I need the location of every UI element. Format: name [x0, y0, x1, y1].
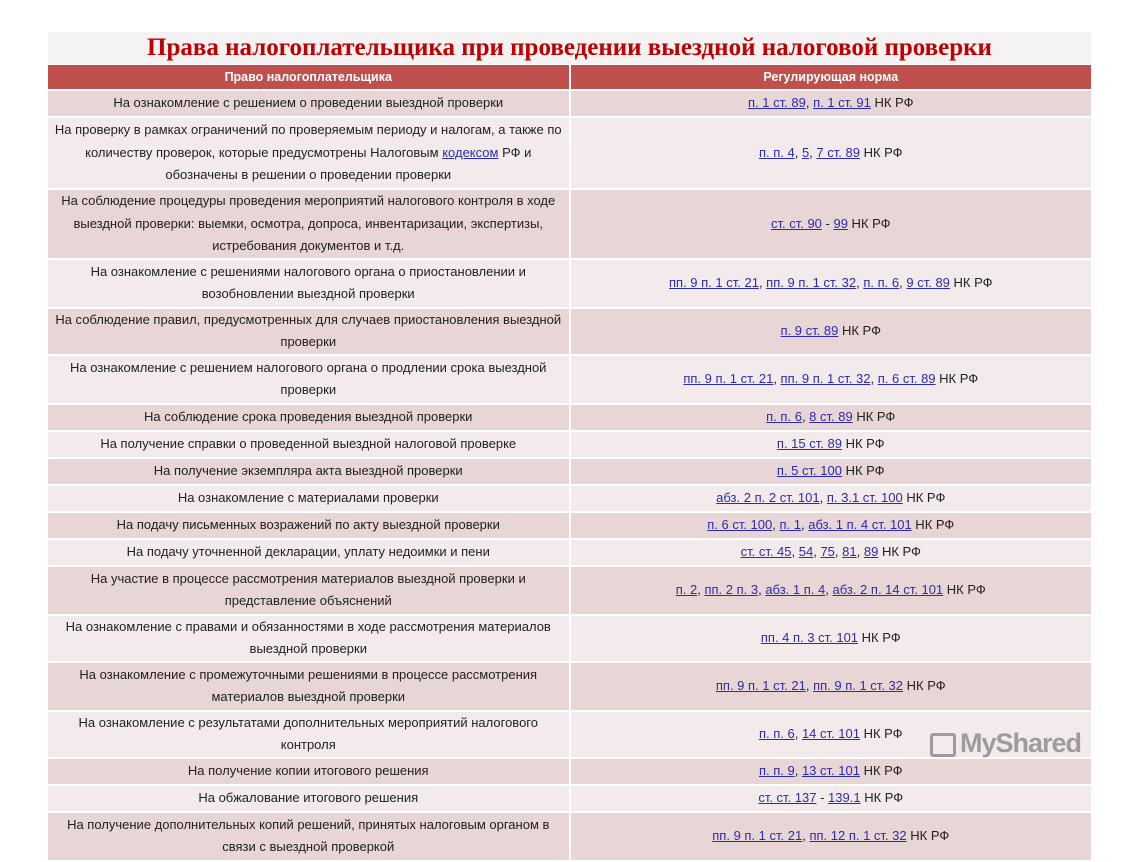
law-reference-link[interactable]: п. 6 ст. 100 [707, 516, 773, 532]
watermark-logo [930, 728, 1081, 759]
right-cell [48, 459, 569, 484]
table-row [48, 813, 1091, 860]
page-title: Права налогоплательщика при проведении выездной налоговой проверки [48, 32, 1091, 64]
right-cell [48, 513, 569, 538]
right-cell [48, 190, 569, 258]
law-reference-link[interactable]: п. п. 9 [758, 762, 795, 778]
right-text: На ознакомление с результатами дополнительных мероприятий налогового контроля [78, 714, 538, 752]
norm-cell [571, 118, 1092, 188]
norm-text: НК РФ [906, 827, 950, 843]
norm-text: , [773, 370, 781, 386]
law-reference-link[interactable]: 75 [820, 543, 835, 559]
law-reference-link[interactable]: 81 [842, 543, 857, 559]
law-reference-link[interactable]: 139.1 [828, 789, 861, 805]
right-text: На получение дополнительных копий решений, принятых налоговым органом в связи с выездной проверкой [67, 816, 550, 854]
norm-text: НК РФ [858, 629, 901, 645]
norm-text: , [758, 274, 767, 290]
law-reference-link[interactable]: пп. 9 п. 1 ст. 32 [780, 370, 871, 386]
code-link[interactable]: кодексом [442, 144, 499, 160]
norm-text: , [791, 543, 799, 559]
norm-text: НК РФ [847, 215, 891, 231]
table-row [48, 513, 1091, 538]
norm-text: НК РФ [859, 144, 903, 160]
table-row [48, 459, 1091, 484]
norm-text: НК РФ [838, 322, 881, 338]
right-text: На получение экземпляра акта выездной проверки [153, 462, 463, 478]
norm-cell [571, 309, 1092, 354]
right-cell [48, 118, 569, 188]
right-text: На участие в процессе рассмотрения материалов выездной проверки и представление объяснений [90, 570, 526, 608]
table-row [48, 616, 1091, 661]
right-cell [48, 486, 569, 511]
right-text: На получение копии итогового решения [187, 762, 429, 778]
law-reference-link[interactable]: п. 15 ст. 89 [776, 435, 842, 451]
table-row [48, 786, 1091, 811]
norm-text: , [856, 543, 864, 559]
norm-text: НК РФ [902, 489, 946, 505]
law-reference-link[interactable]: абз. 1 п. 4 ст. 101 [808, 516, 912, 532]
right-text: На ознакомление с промежуточными решениями в процессе рассмотрения материалов выездной проверки [79, 666, 538, 704]
right-text: На обжалование итогового решения [198, 789, 419, 805]
law-reference-link[interactable]: п. 1 ст. 91 [813, 95, 871, 111]
right-text: На соблюдение правил, предусмотренных для случаев приостановления выездной проверки [55, 311, 562, 349]
right-cell [48, 712, 569, 757]
law-reference-link[interactable]: п. 1 ст. 89 [748, 95, 806, 111]
law-reference-link[interactable]: 13 ст. 101 [801, 762, 860, 778]
norm-text: НК РФ [860, 789, 904, 805]
right-text: На подачу письменных возражений по акту выездной проверки [116, 516, 500, 532]
norm-text: , [794, 725, 802, 741]
right-cell [48, 356, 569, 403]
table-row [48, 663, 1091, 710]
law-reference-link[interactable]: п. п. 6 [863, 274, 900, 290]
norm-text: , [794, 144, 802, 160]
law-reference-link[interactable]: пп. 12 п. 1 ст. 32 [809, 827, 907, 843]
law-reference-link[interactable]: п. 6 ст. 89 [877, 370, 936, 386]
right-text-after: РФ и обозначены в решении о проведении проверки [165, 144, 532, 183]
law-reference-link[interactable]: п. 5 ст. 100 [776, 462, 842, 478]
right-cell [48, 540, 569, 565]
law-reference-link[interactable]: 54 [798, 543, 814, 559]
norm-cell [571, 260, 1092, 307]
norm-text: , [805, 677, 814, 693]
norm-text: - [821, 215, 834, 231]
right-cell [48, 663, 569, 710]
law-reference-link[interactable]: 99 [833, 215, 848, 231]
law-reference-link[interactable]: пп. 9 п. 1 ст. 21 [712, 827, 803, 843]
right-text: На получение справки о проведенной выездной налоговой проверке [100, 435, 517, 451]
norm-text: , [794, 762, 802, 778]
law-reference-link[interactable]: пп. 2 п. 3 [704, 581, 759, 597]
presentation-icon [930, 733, 956, 757]
law-reference-link[interactable]: 5 [801, 144, 810, 160]
norm-text: НК РФ [903, 677, 946, 693]
norm-cell [571, 616, 1092, 661]
table-header-row [48, 65, 1091, 89]
right-cell [48, 260, 569, 307]
norm-text: НК РФ [878, 543, 921, 559]
law-reference-link[interactable]: пп. 9 п. 1 ст. 32 [766, 274, 857, 290]
law-reference-link[interactable]: п. п. 6 [766, 408, 802, 424]
norm-text: , [819, 489, 827, 505]
table-row [48, 190, 1091, 258]
table-row [48, 432, 1091, 457]
norm-cell [571, 356, 1092, 403]
law-reference-link[interactable]: п. 2 [675, 581, 698, 597]
law-reference-link[interactable]: пп. 9 п. 1 ст. 32 [813, 677, 904, 693]
norm-text: НК РФ [841, 462, 885, 478]
norm-text: НК РФ [852, 408, 896, 424]
norm-cell [571, 813, 1092, 860]
law-reference-link[interactable]: п. п. 4 [758, 144, 795, 160]
norm-cell [571, 759, 1092, 784]
right-text: На подачу уточненной декларации, уплату недоимки и пени [126, 543, 490, 559]
table-row [48, 486, 1091, 511]
right-cell [48, 616, 569, 661]
law-reference-link[interactable]: 9 ст. 89 [906, 274, 950, 290]
table-row [48, 91, 1091, 116]
norm-text: , [813, 543, 821, 559]
norm-cell [571, 513, 1092, 538]
norm-text: , [802, 827, 810, 843]
law-reference-link[interactable]: ст. ст. 90 [770, 215, 822, 231]
norm-cell [571, 91, 1092, 116]
norm-text: НК РФ [949, 274, 993, 290]
norm-cell [571, 663, 1092, 710]
law-reference-link[interactable]: п. 1 [779, 516, 801, 532]
law-reference-link[interactable]: 7 ст. 89 [816, 144, 860, 160]
right-cell [48, 759, 569, 784]
norm-text: НК РФ [859, 762, 903, 778]
law-reference-link[interactable]: абз. 2 п. 2 ст. 101 [716, 489, 820, 505]
table-row [48, 260, 1091, 307]
law-reference-link[interactable]: пп. 9 п. 1 ст. 21 [668, 274, 759, 290]
norm-text: , [805, 95, 814, 111]
norm-cell [571, 405, 1092, 430]
norm-text: НК РФ [859, 725, 903, 741]
norm-text: НК РФ [841, 435, 885, 451]
norm-text: , [856, 274, 864, 290]
right-cell [48, 91, 569, 116]
law-reference-link[interactable]: ст. ст. 137 [758, 789, 817, 805]
law-reference-link[interactable]: ст. ст. 45 [740, 543, 792, 559]
table-row [48, 567, 1091, 614]
norm-text: , [870, 370, 878, 386]
norm-text: , [809, 144, 817, 160]
norm-text: , [697, 581, 705, 597]
right-cell [48, 786, 569, 811]
norm-cell [571, 190, 1092, 258]
norm-cell [571, 459, 1092, 484]
law-reference-link[interactable]: абз. 2 п. 14 ст. 101 [832, 581, 944, 597]
norm-text: , [899, 274, 907, 290]
norm-text: , [758, 581, 766, 597]
norm-text: НК РФ [870, 95, 914, 111]
right-cell [48, 432, 569, 457]
watermark-text: MyShared [960, 728, 1082, 758]
table-row [48, 759, 1091, 784]
norm-cell [571, 786, 1092, 811]
law-reference-link[interactable]: пп. 9 п. 1 ст. 21 [715, 677, 806, 693]
table-row [48, 540, 1091, 565]
norm-text: , [825, 581, 833, 597]
norm-text: НК РФ [935, 370, 979, 386]
norm-cell [571, 432, 1092, 457]
law-reference-link[interactable]: абз. 1 п. 4 [765, 581, 826, 597]
norm-text: , [772, 516, 780, 532]
law-reference-link[interactable]: пп. 4 п. 3 ст. 101 [760, 629, 859, 645]
right-text: На соблюдение процедуры проведения мероприятий налогового контроля в ходе выездной проверки: выемки, осмотра, допроса, инвентаризации, экспертизы, истребования документов и т.д. [61, 193, 556, 253]
table-row [48, 405, 1091, 430]
table-row [48, 356, 1091, 403]
right-text: На ознакомление с решением о проведении выездной проверки [113, 95, 504, 111]
law-reference-link[interactable]: пп. 9 п. 1 ст. 21 [683, 370, 774, 386]
norm-text: - [816, 789, 829, 805]
table-row [48, 309, 1091, 354]
norm-cell [571, 540, 1092, 565]
norm-cell [571, 486, 1092, 511]
right-cell [48, 309, 569, 354]
norm-text: , [801, 408, 810, 424]
law-reference-link[interactable]: п. п. 6 [758, 725, 795, 741]
right-text: На ознакомление с материалами проверки [177, 489, 439, 505]
law-reference-link[interactable]: 8 ст. 89 [809, 408, 853, 424]
right-text: На ознакомление с решениями налогового органа о приостановлении и возобновлении выездной проверки [90, 263, 526, 301]
right-cell [48, 567, 569, 614]
right-text: На соблюдение срока проведения выездной проверки [144, 408, 473, 424]
column-header-norm: Регулирующая норма [571, 65, 1092, 89]
norm-text: , [801, 516, 809, 532]
norm-text: НК РФ [943, 581, 986, 597]
norm-cell [571, 567, 1092, 614]
column-header-right: Право налогоплательщика [48, 65, 569, 89]
right-text: На ознакомление с правами и обязанностями в ходе рассмотрения материалов выездной проверки [65, 618, 551, 656]
right-text: На проверку в рамках ограничений по проверяемым периоду и налогам, а также по количеству проверок, которые предусмотрены Налоговым [54, 122, 562, 160]
norm-text: НК РФ [911, 516, 955, 532]
right-cell [48, 813, 569, 860]
law-reference-link[interactable]: п. 3.1 ст. 100 [826, 489, 903, 505]
law-reference-link[interactable]: 14 ст. 101 [801, 725, 860, 741]
law-reference-link[interactable]: 89 [863, 543, 879, 559]
right-cell [48, 405, 569, 430]
table-row [48, 118, 1091, 188]
law-reference-link[interactable]: п. 9 ст. 89 [780, 322, 839, 338]
norm-text: , [834, 543, 843, 559]
right-text: На ознакомление с решением налогового органа о продлении срока выездной проверки [70, 359, 547, 397]
